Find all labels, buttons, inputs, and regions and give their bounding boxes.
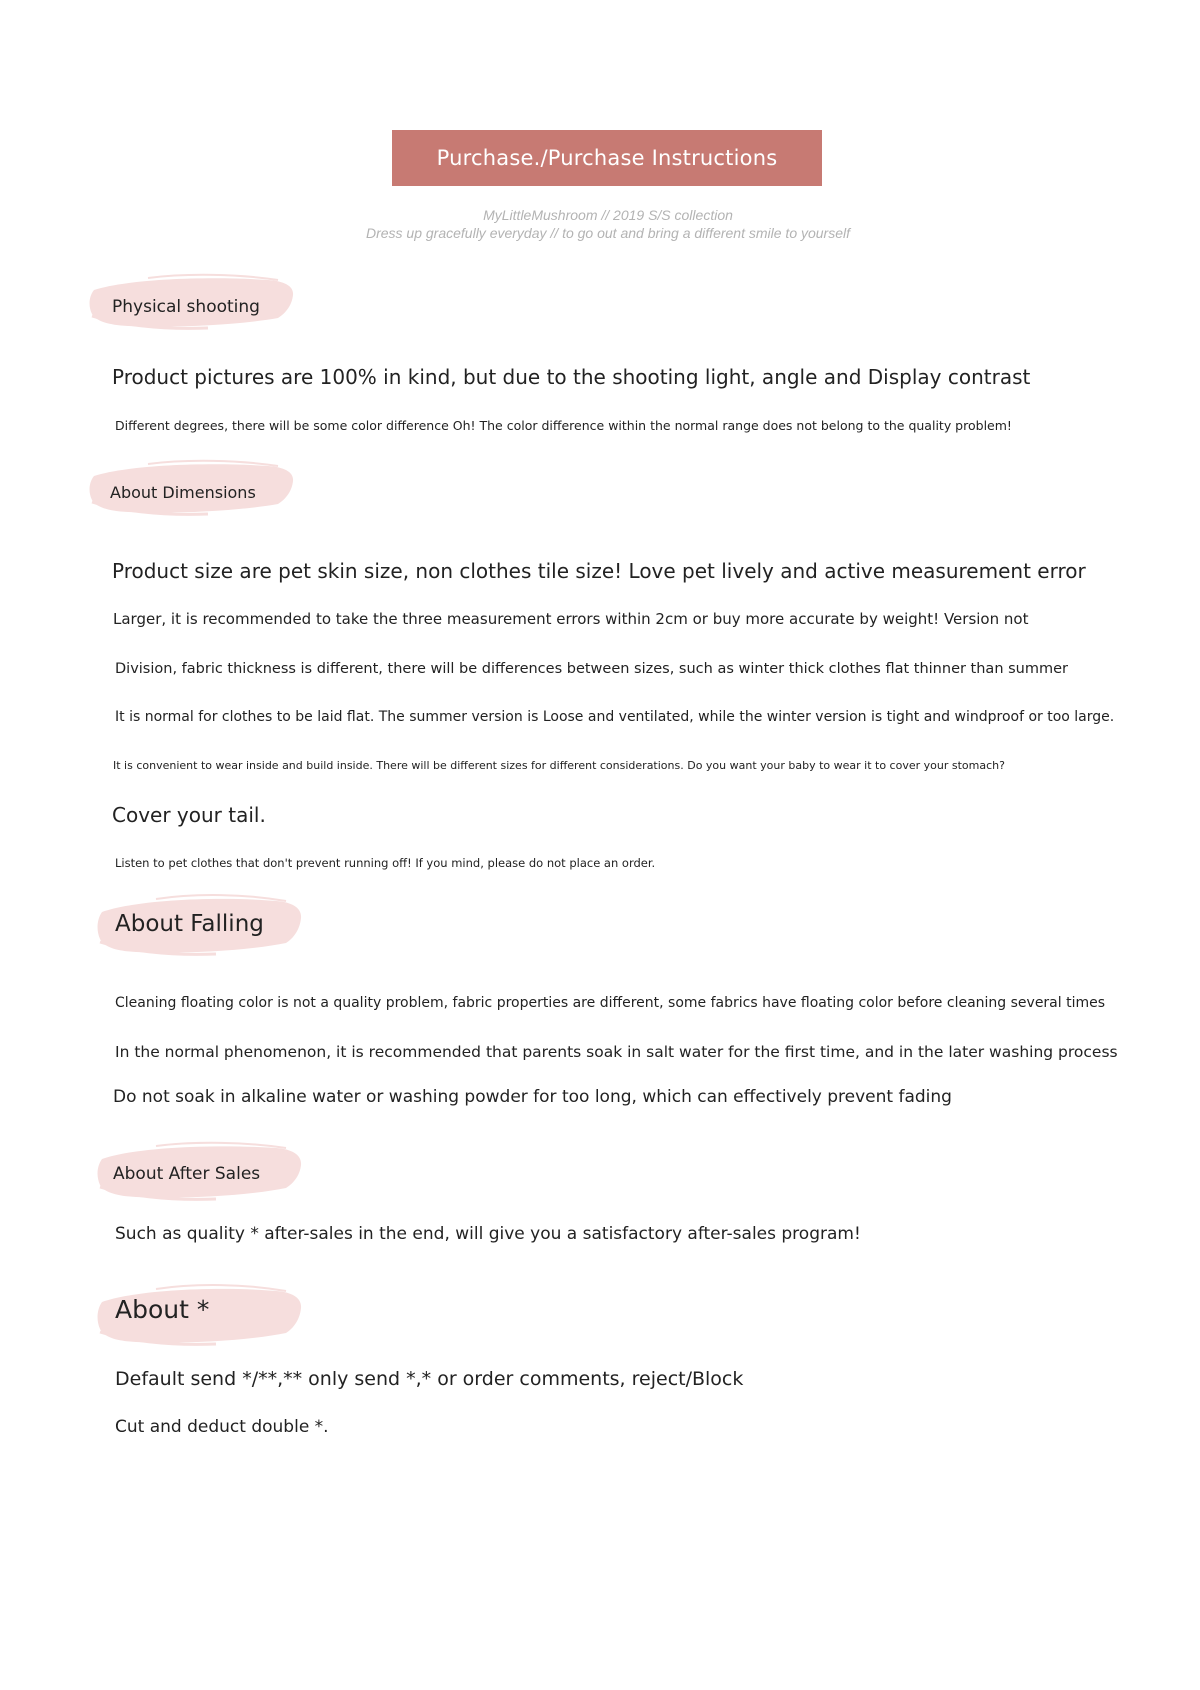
section-heading-about-falling — [96, 890, 306, 960]
body-line: Different degrees, there will be some color difference Oh! The color difference within the normal range does not belong to the quality problem! — [115, 418, 1012, 433]
body-line: Listen to pet clothes that don't prevent running off! If you mind, please do not place an order. — [115, 856, 656, 870]
body-line: Such as quality * after-sales in the end, will give you a satisfactory after-sales program! — [115, 1224, 861, 1244]
section-heading-text: About * — [115, 1295, 210, 1324]
section-heading-text: About Dimensions — [110, 483, 256, 502]
body-line: Product size are pet skin size, non clothes tile size! Love pet lively and active measurement error — [112, 559, 1086, 583]
tagline-subtitle: Dress up gracefully everyday // to go out and bring a different smile to yourself — [365, 225, 851, 241]
body-line: It is normal for clothes to be laid flat. The summer version is Loose and ventilated, while the winter version is tight and windproof or too large. — [115, 709, 1115, 725]
body-line: It is convenient to wear inside and build inside. There will be different sizes for different considerations. Do you want your baby to wear it to cover your stomach? — [113, 759, 1005, 772]
body-line: Cover your tail. — [112, 803, 266, 827]
section-heading-about-star — [96, 1280, 306, 1350]
collection-subtitle: MyLittleMushroom // 2019 S/S collection — [483, 207, 733, 223]
section-heading-text: About Falling — [115, 911, 264, 937]
body-line: Do not soak in alkaline water or washing powder for too long, which can effectively prevent fading — [113, 1087, 952, 1107]
section-heading-physical-shooting — [88, 270, 298, 332]
section-heading-text: About After Sales — [113, 1164, 261, 1184]
section-heading-about-dimensions — [88, 456, 298, 518]
body-line: Larger, it is recommended to take the three measurement errors within 2cm or buy more accurate by weight! Version not — [113, 610, 1029, 628]
page-title: Purchase./Purchase Instructions — [436, 146, 778, 170]
body-line: In the normal phenomenon, it is recommended that parents soak in salt water for the first time, and in the later washing process — [115, 1043, 1118, 1061]
title-banner — [392, 130, 822, 186]
body-line: Default send */**,** only send *,* or order comments, reject/Block — [115, 1368, 744, 1390]
section-heading-text: Physical shooting — [112, 297, 260, 317]
body-line: Division, fabric thickness is different, there will be differences between sizes, such as winter thick clothes flat thinner than summer — [115, 661, 1068, 677]
body-line: Cleaning floating color is not a quality problem, fabric properties are different, some fabrics have floating color before cleaning several times — [115, 995, 1106, 1011]
section-heading-about-after-sales — [96, 1138, 306, 1204]
body-line: Cut and deduct double *. — [115, 1417, 329, 1437]
body-line: Product pictures are 100% in kind, but due to the shooting light, angle and Display contrast — [112, 365, 1031, 389]
